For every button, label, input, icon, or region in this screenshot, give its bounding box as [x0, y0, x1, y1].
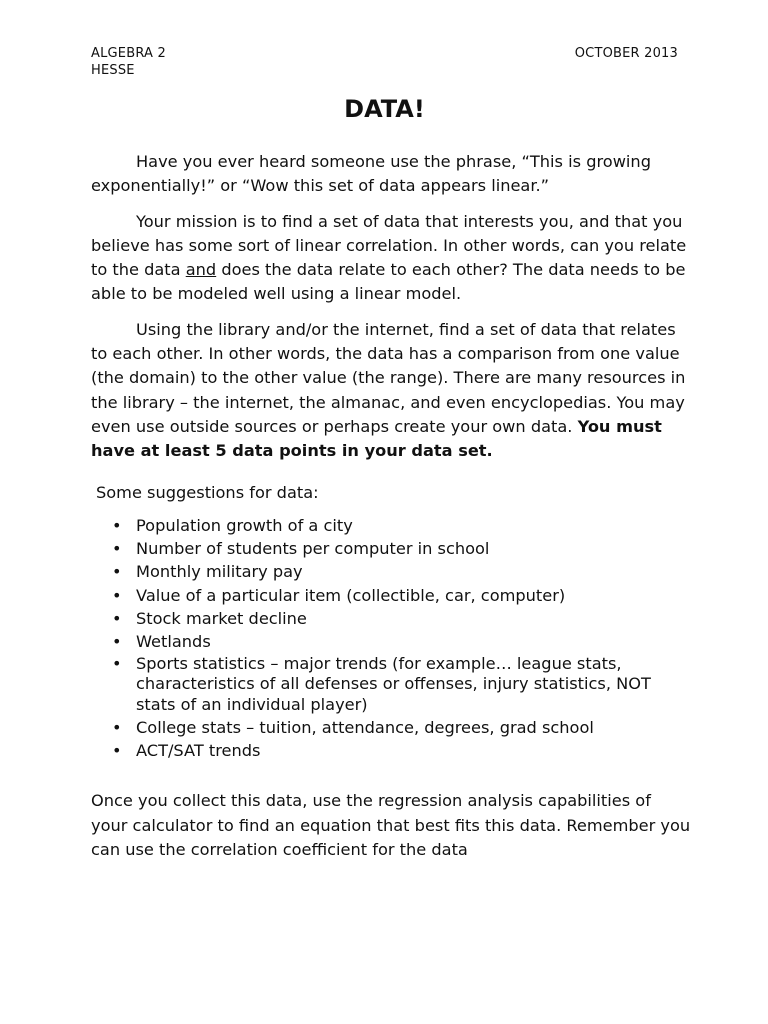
list-item	[91, 607, 691, 630]
mission-text-end: does the data relate to each other? The data needs to be able to be modeled well using a linear model.	[91, 260, 686, 304]
instructions-paragraph	[91, 318, 691, 464]
list-item-text: Value of a particular item (collectible, car, computer)	[136, 585, 566, 605]
mission-text-start: Your mission is to find a set of data that interests you, and that you believe has some sort of linear correlation. In other words, can you relate to the data	[91, 211, 687, 280]
requirement-text: You must have at least 5 data points in your data set.	[91, 416, 662, 461]
bullet-icon: •	[112, 717, 122, 737]
list-item	[91, 654, 691, 716]
list-item	[91, 584, 691, 607]
list-item	[91, 716, 691, 739]
bullet-icon: •	[112, 585, 122, 605]
list-item	[91, 514, 691, 537]
list-item-text: Sports statistics – major trends (for example… league stats, characteristics of all defenses or offenses, injury statistics, NOT stats of an individual player)	[136, 653, 651, 715]
list-item	[91, 739, 691, 762]
instructions-text: Using the library and/or the internet, find a set of data that relates to each other. In other words, the data has a comparison from one value (the domain) to the other value (the range). There are many resources in the library – the internet, the almanac, and even encyclopedias. You may even use outside sources or perhaps create your own data.	[91, 319, 686, 436]
suggestions-list	[91, 514, 691, 762]
bullet-icon: •	[112, 741, 122, 761]
list-item	[91, 560, 691, 583]
page-title: DATA!	[344, 95, 425, 123]
bullet-icon: •	[112, 609, 122, 629]
teacher-name: HESSE	[91, 63, 135, 78]
intro-paragraph: Have you ever heard someone use the phrase, “This is growing exponentially!” or “Wow this set of data appears linear.”	[91, 152, 651, 196]
closing-paragraph: Once you collect this data, use the regression analysis capabilities of your calculator to find an equation that best fits this data. Remember you can use the correlation coefficient for the data	[91, 791, 691, 859]
course-name: ALGEBRA 2	[91, 46, 166, 61]
list-item-text: Monthly military pay	[136, 562, 303, 582]
list-item-text: College stats – tuition, attendance, degrees, grad school	[136, 717, 594, 737]
bullet-icon: •	[112, 539, 122, 559]
list-item	[91, 537, 691, 560]
bullet-icon: •	[112, 632, 122, 652]
mission-underlined-word: and	[185, 260, 217, 280]
document-body	[91, 150, 691, 862]
suggestions-heading: Some suggestions for data:	[96, 482, 319, 502]
list-item-text: Population growth of a city	[136, 515, 353, 535]
bullet-icon: •	[112, 653, 122, 673]
mission-paragraph	[91, 210, 691, 307]
header-date: OCTOBER 2013	[574, 46, 678, 61]
list-item-text: Number of students per computer in school	[136, 539, 490, 559]
header-left-block	[91, 45, 166, 79]
list-item-text: ACT/SAT trends	[136, 741, 261, 761]
bullet-icon: •	[112, 562, 122, 582]
bullet-icon: •	[112, 515, 122, 535]
list-item	[91, 630, 691, 653]
list-item-text: Stock market decline	[136, 609, 307, 629]
list-item-text: Wetlands	[136, 632, 211, 652]
